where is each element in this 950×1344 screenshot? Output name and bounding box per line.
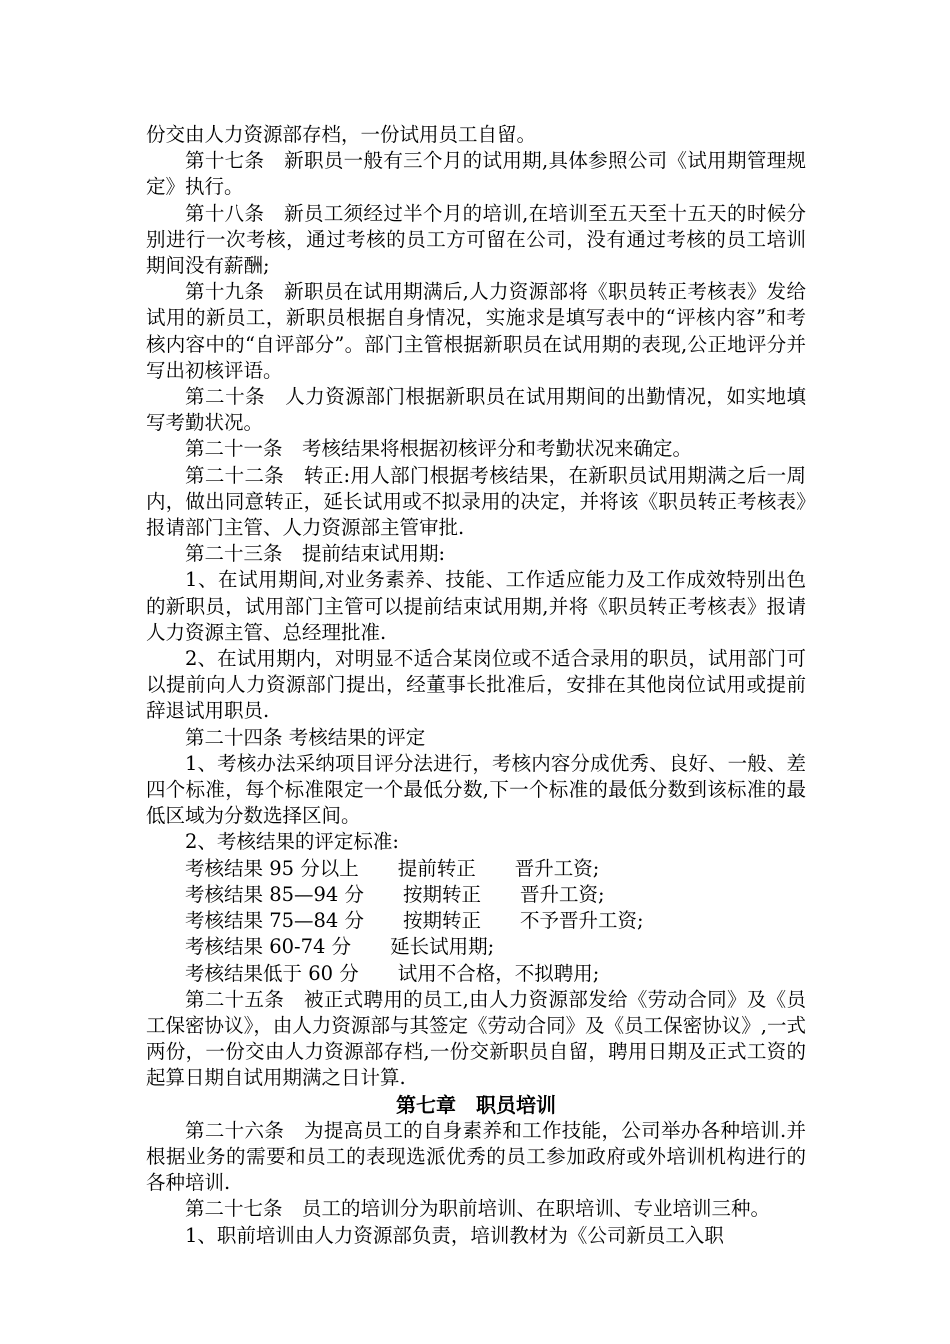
article-20: 第二十条 人力资源部门根据新职员在试用期间的出勤情况，如实地填写考勤状况。	[146, 385, 806, 435]
score-row: 考核结果 75—84 分 按期转正 不予晋升工资;	[185, 909, 644, 933]
article-24-item-2: 2、考核结果的评定标准:	[185, 830, 399, 854]
article-25: 第二十五条 被正式聘用的员工,由人力资源部发给《劳动合同》及《员工保密协议》，由人力资源部与其签定《劳动合同》及《员工保密协议》,一式两份，一份交由人力资源部存档,一份交新职员自留，聘用日期及正式工资的起算日期自试用期满之日计算.	[146, 987, 806, 1090]
document-body	[146, 122, 806, 1249]
article-24-item-1: 1、考核办法采纳项目评分法进行，考核内容分成优秀、良好、一般、差四个标准，每个标准限定一个最低分数,下一个标准的最低分数到该标准的最低区域为分数选择区间。	[146, 751, 806, 828]
score-row: 考核结果低于 60 分 试用不合格，不拟聘用;	[185, 961, 600, 985]
article-27: 第二十七条 员工的培训分为职前培训、在职培训、专业培训三种。	[185, 1197, 771, 1221]
article-23-item-1: 1、在试用期间,对业务素养、技能、工作适应能力及工作成效特别出色的新职员，试用部门主管可以提前结束试用期,并将《职员转正考核表》报请人力资源主管、总经理批准.	[146, 568, 806, 644]
article-21: 第二十一条 考核结果将根据初核评分和考勤状况来确定。	[185, 437, 693, 461]
score-row: 考核结果 60-74 分 延长试用期;	[185, 935, 495, 959]
article-23-item-2: 2、在试用期内，对明显不适合某岗位或不适合录用的职员，试用部门可以提前向人力资源部门提出，经董事长批准后，安排在其他岗位试用或提前辞退试用职员.	[146, 647, 806, 723]
article-18: 第十八条 新员工须经过半个月的培训,在培训至五天至十五天的时候分别进行一次考核，通过考核的员工方可留在公司，没有通过考核的员工培训期间没有薪酬;	[146, 201, 806, 278]
article-24: 第二十四条 考核结果的评定	[185, 725, 426, 749]
article-19: 第十九条 新职员在试用期满后,人力资源部将《职员转正考核表》发给试用的新员工，新职员根据自身情况，实施求是填写表中的“评核内容”和考核内容中的“自评部分”。部门主管根据新职员在试用期的表现,公正地评分并写出初核评语。	[146, 280, 806, 382]
article-23: 第二十三条 提前结束试用期:	[185, 542, 446, 566]
article-26: 第二十六条 为提高员工的自身素养和工作技能，公司举办各种培训.并根据业务的需要和员工的表现选派优秀的员工参加政府或外培训机构进行的各种培训.	[146, 1118, 806, 1195]
score-row: 考核结果 85—94 分 按期转正 晋升工资;	[185, 882, 605, 906]
article-27-item-1: 1、职前培训由人力资源部负责，培训教材为《公司新员工入职	[185, 1223, 724, 1247]
paragraph-continuation: 份交由人力资源部存档，一份试用员工自留。	[146, 123, 537, 146]
article-22: 第二十二条 转正:用人部门根据考核结果，在新职员试用期满之后一周内，做出同意转正，延长试用或不拟录用的决定，并将该《职员转正考核表》报请部门主管、人力资源部主管审批.	[146, 463, 806, 540]
article-17: 第十七条 新职员一般有三个月的试用期,具体参照公司《试用期管理规定》执行。	[146, 149, 806, 199]
chapter-title: 第七章 职员培训	[396, 1092, 556, 1117]
score-row: 考核结果 95 分以上 提前转正 晋升工资;	[185, 856, 600, 880]
